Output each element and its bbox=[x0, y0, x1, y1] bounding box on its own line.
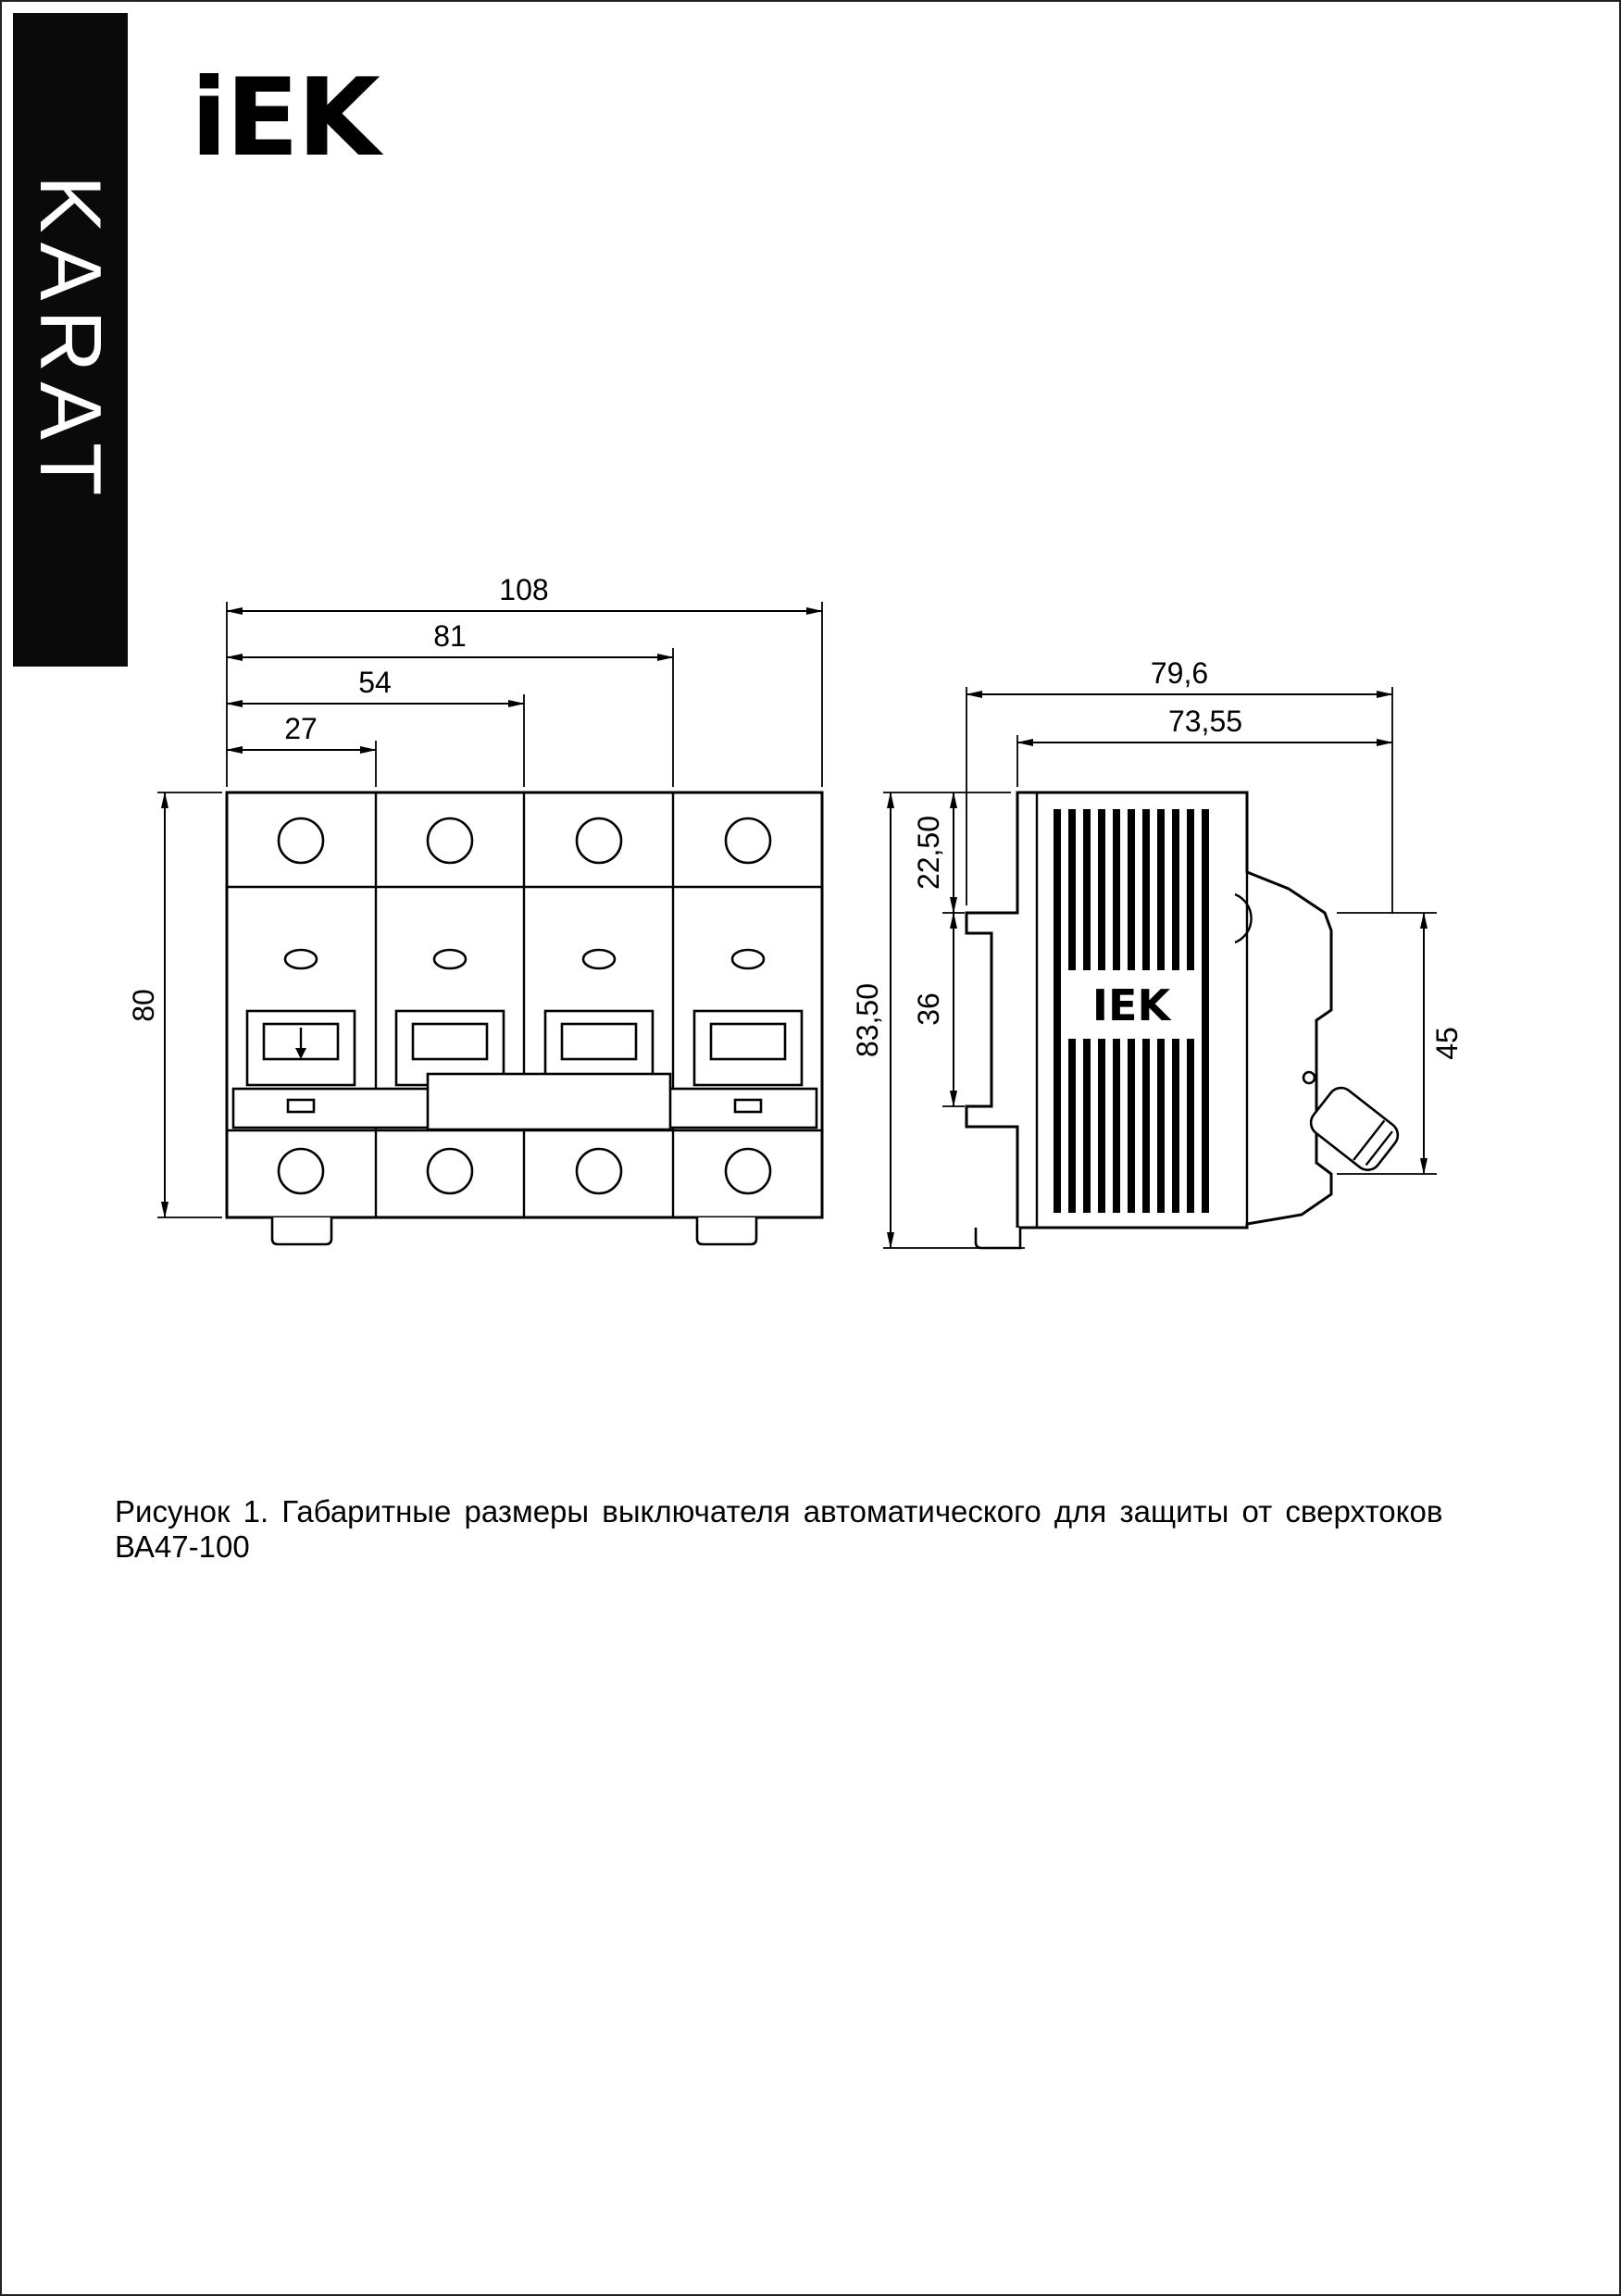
iek-logo: iEK bbox=[191, 56, 379, 181]
dim-label-79-6: 79,6 bbox=[1150, 656, 1209, 690]
screw-hole-icon bbox=[577, 818, 621, 863]
indicator-window-icon bbox=[732, 950, 764, 968]
dim-label-45: 45 bbox=[1430, 1027, 1464, 1060]
lever-pivot-icon bbox=[1303, 1072, 1315, 1083]
indicator-window-icon bbox=[285, 950, 317, 968]
tie-bar-center-plate bbox=[428, 1074, 670, 1129]
dim-label-73-55: 73,55 bbox=[1167, 705, 1243, 738]
toggle-lever bbox=[1305, 1082, 1403, 1175]
screw-hole-icon bbox=[726, 818, 770, 863]
screw-hole-icon bbox=[726, 1149, 770, 1193]
tie-bar-pin bbox=[735, 1100, 761, 1112]
side-view bbox=[966, 792, 1403, 1248]
dim-label-27: 27 bbox=[284, 712, 318, 745]
dim-label-54: 54 bbox=[358, 666, 392, 699]
dim-label-80: 80 bbox=[127, 989, 160, 1022]
series-label: KARAT bbox=[22, 174, 119, 505]
screw-hole-icon bbox=[279, 818, 323, 863]
dim-label-36: 36 bbox=[912, 992, 945, 1026]
handle-window bbox=[413, 1024, 487, 1059]
figure-caption: Рисунок 1. Габаритные размеры выключателя автоматического для защиты от сверхтоков ВА47-100 bbox=[115, 1494, 1443, 1564]
side-iek-logo: IEK bbox=[1091, 980, 1171, 1030]
din-spring-clip bbox=[976, 1228, 1020, 1248]
front-view bbox=[227, 792, 822, 1244]
dim-label-108: 108 bbox=[499, 573, 549, 606]
dim-label-83-50: 83,50 bbox=[851, 982, 884, 1058]
dimension-drawing bbox=[2, 2, 1621, 2296]
tie-bar-pin bbox=[288, 1100, 314, 1112]
dim-label-81: 81 bbox=[433, 619, 467, 653]
handle-window bbox=[562, 1024, 636, 1059]
dim-label-22-50: 22,50 bbox=[912, 815, 945, 891]
indicator-window-icon bbox=[583, 950, 615, 968]
handle-window bbox=[711, 1024, 785, 1059]
toggle-lever-body bbox=[1305, 1082, 1403, 1175]
screw-hole-icon bbox=[428, 818, 472, 863]
screw-hole-icon bbox=[577, 1149, 621, 1193]
din-clip-foot-right bbox=[697, 1217, 756, 1244]
din-clip-foot-left bbox=[272, 1217, 331, 1244]
screw-hole-icon bbox=[428, 1149, 472, 1193]
screw-hole-icon bbox=[279, 1149, 323, 1193]
indicator-window-icon bbox=[434, 950, 466, 968]
